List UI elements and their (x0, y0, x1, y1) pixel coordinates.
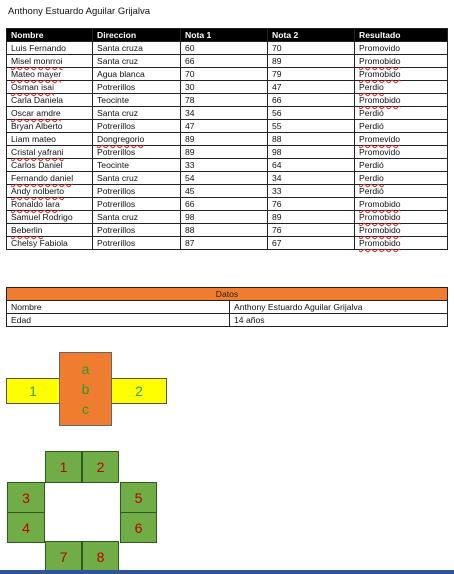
cell-nombre (7, 133, 93, 146)
cell-nombre-text: Mateo mayer (11, 69, 62, 79)
cell-direccion (93, 81, 181, 94)
table-row (7, 133, 448, 146)
datos-nombre-value: Anthony Estuardo Aguilar Grijalva (230, 301, 448, 314)
ring-number-2: 2 (96, 459, 105, 475)
cell-nota1-text: 66 (185, 56, 195, 66)
cell-direccion (93, 107, 181, 120)
cell-nombre (7, 172, 93, 185)
datos-row-nombre (7, 301, 448, 314)
cell-direccion (93, 120, 181, 133)
cell-nota2-text: 67 (272, 238, 282, 248)
table-row (7, 211, 448, 224)
cell-nota1-text: 89 (185, 147, 195, 157)
cell-resultado (355, 120, 448, 133)
cell-nota2-text: 76 (272, 225, 282, 235)
cell-nombre (7, 120, 93, 133)
cell-nota2-text: 34 (272, 173, 282, 183)
cell-nombre-text: Fernando daniel (11, 173, 74, 183)
cell-resultado (355, 198, 448, 211)
cell-nota1 (181, 211, 268, 224)
cell-nota1 (181, 172, 268, 185)
cell-resultado (355, 172, 448, 185)
datos-header: Datos (7, 288, 448, 301)
cell-nota1 (181, 94, 268, 107)
cell-nombre (7, 159, 93, 172)
cell-nota2-text: 47 (272, 82, 282, 92)
cell-direccion-text: Potrerillos (97, 238, 136, 248)
cell-direccion-text: Potrerillos (97, 147, 136, 157)
ring-box-8 (82, 541, 119, 572)
cell-direccion (93, 55, 181, 68)
document-title: Anthony Estuardo Aguilar Grijalva (8, 6, 151, 17)
cell-direccion-text: Dongregorio (97, 134, 145, 144)
cell-nota1-text: 98 (185, 212, 195, 222)
cell-direccion (93, 68, 181, 81)
cell-nota1-text: 78 (185, 95, 195, 105)
cell-nota2 (268, 120, 355, 133)
cell-resultado-text: Promobido (359, 238, 401, 248)
table-row (7, 68, 448, 81)
cell-nota2 (268, 237, 355, 250)
cross-right-box (111, 378, 167, 404)
cell-resultado-text: Perdió (359, 160, 384, 170)
cell-direccion-text: Potrerillos (97, 225, 136, 235)
cell-nota2 (268, 133, 355, 146)
header-nombre: Nombre (7, 29, 93, 42)
cell-resultado-text: Perdio (359, 173, 384, 183)
cell-nombre-text: Misel monrroi (11, 56, 63, 66)
cell-nota2 (268, 68, 355, 81)
table-row (7, 146, 448, 159)
cell-nota1-text: 33 (185, 160, 195, 170)
cell-nota1 (181, 81, 268, 94)
cell-nota1 (181, 185, 268, 198)
cell-resultado (355, 107, 448, 120)
cell-resultado (355, 81, 448, 94)
cell-resultado-text: Promobido (359, 225, 401, 235)
cell-nombre-text: Andy nolberto (11, 186, 65, 196)
ring-number-8: 8 (96, 548, 105, 565)
cell-nombre-text: Cristal yafrani (11, 147, 64, 157)
cell-nota2 (268, 172, 355, 185)
cell-nota2-text: 79 (272, 69, 282, 79)
cell-resultado (355, 237, 448, 250)
ring-box-4 (7, 512, 45, 543)
ring-number-4: 4 (22, 519, 30, 536)
ring-box-7 (45, 541, 82, 572)
table-row (7, 185, 448, 198)
cell-direccion (93, 159, 181, 172)
cell-nota2-text: 64 (272, 160, 282, 170)
cell-resultado (355, 224, 448, 237)
cross-letter-a: a (81, 361, 90, 377)
table-row (7, 120, 448, 133)
cell-resultado-text: Perdio (359, 82, 384, 92)
cell-nota1 (181, 107, 268, 120)
cell-nombre-text: Samuel Rodrigo (11, 212, 73, 222)
ring-number-5: 5 (134, 489, 143, 506)
ring-box-5 (120, 482, 157, 513)
cell-resultado (355, 55, 448, 68)
cell-direccion (93, 133, 181, 146)
cell-resultado-text: Promovido (359, 147, 401, 157)
cell-nota1-text: 45 (185, 186, 195, 196)
cell-nombre-text: Carlos Daniel (11, 160, 63, 170)
cell-resultado-text: Promobido (359, 69, 401, 79)
cell-direccion (93, 237, 181, 250)
cross-left-number: 1 (29, 383, 37, 399)
cell-nombre-text: Carla Daniela (11, 95, 64, 105)
cell-nota1-text: 60 (185, 43, 195, 53)
grades-body (7, 42, 448, 250)
cell-nota2 (268, 55, 355, 68)
table-row (7, 237, 448, 250)
cell-nombre (7, 211, 93, 224)
cell-nombre-text: Beberlin (11, 225, 43, 235)
cell-nota2 (268, 94, 355, 107)
grades-table (6, 28, 448, 250)
cell-nota2 (268, 224, 355, 237)
cell-nota1 (181, 120, 268, 133)
cell-nota1-text: 70 (185, 69, 195, 79)
cell-resultado-text: Promobido (359, 95, 401, 105)
table-row (7, 198, 448, 211)
cell-nota1 (181, 159, 268, 172)
cell-nombre (7, 94, 93, 107)
cell-nombre-text: Chelsy Fabiola (11, 238, 68, 248)
ring-box-3 (7, 482, 45, 513)
cell-nota2-text: 98 (272, 147, 282, 157)
cell-nota2-text: 55 (272, 121, 282, 131)
table-row (7, 224, 448, 237)
cross-left-box (6, 378, 60, 404)
cell-resultado-text: Perdió (359, 186, 384, 196)
cell-nota2 (268, 146, 355, 159)
table-row (7, 172, 448, 185)
datos-edad-label: Edad (7, 314, 230, 327)
cross-center-box (59, 352, 112, 426)
cell-nota1-text: 89 (185, 134, 195, 144)
grades-header-row (7, 29, 448, 42)
cell-nombre-text: Oscar amdre (11, 108, 61, 118)
cell-nota2-text: 89 (272, 212, 282, 222)
datos-edad-value: 14 años (230, 314, 448, 327)
cell-resultado (355, 185, 448, 198)
cell-direccion-text: Santa cruz (97, 56, 139, 66)
cell-nota2-text: 56 (272, 108, 282, 118)
cell-nombre (7, 55, 93, 68)
table-row (7, 159, 448, 172)
cell-direccion-text: Potrerillos (97, 199, 136, 209)
cell-nombre (7, 81, 93, 94)
cell-direccion-text: Agua blanca (97, 69, 145, 79)
table-row (7, 94, 448, 107)
ring-box-6 (120, 512, 157, 543)
cell-nota1-text: 30 (185, 82, 195, 92)
table-row (7, 55, 448, 68)
cell-nombre-text: Osman isai (11, 82, 54, 92)
cell-nota2-text: 89 (272, 56, 282, 66)
ring-box-1 (45, 451, 82, 483)
cell-nombre-text: Liam mateo (11, 134, 56, 144)
cell-direccion-text: Teocinte (97, 95, 130, 105)
cross-letter-c: c (82, 401, 89, 417)
cell-resultado-text: Promobido (359, 199, 401, 209)
cell-nota2 (268, 198, 355, 211)
cell-nombre (7, 237, 93, 250)
cell-nota2-text: 88 (272, 134, 282, 144)
datos-row-edad (7, 314, 448, 327)
cell-direccion-text: Potrerillos (97, 82, 136, 92)
window-bottom-bar (0, 570, 454, 574)
cross-right-number: 2 (135, 383, 143, 399)
ring-number-7: 7 (59, 548, 68, 565)
cell-direccion-text: Potrerillos (97, 121, 136, 131)
cell-nombre (7, 185, 93, 198)
ring-box-2 (82, 451, 119, 483)
cell-resultado (355, 159, 448, 172)
cell-nota2-text: 76 (272, 199, 282, 209)
cell-direccion-text: Santa cruz (97, 212, 139, 222)
header-nota1: Nota 1 (181, 29, 268, 42)
datos-nombre-label: Nombre (7, 301, 230, 314)
cell-nota1 (181, 146, 268, 159)
cell-resultado-text: Perdió (359, 108, 384, 118)
cell-direccion-text: Santa cruz (97, 173, 139, 183)
cell-nota2 (268, 185, 355, 198)
cell-nota1 (181, 237, 268, 250)
cell-resultado-text: Promobido (359, 212, 401, 222)
cell-nota1-text: 66 (185, 199, 195, 209)
cell-resultado (355, 133, 448, 146)
cell-direccion (93, 94, 181, 107)
cell-nota1-text: 87 (185, 238, 195, 248)
cell-nota1-text: 47 (185, 121, 195, 131)
cell-resultado (355, 146, 448, 159)
cell-resultado-text: Promevido (359, 134, 401, 144)
header-direccion: Direccion (93, 29, 181, 42)
cell-nombre (7, 224, 93, 237)
cell-direccion (93, 172, 181, 185)
header-resultado: Resultado (355, 29, 448, 42)
cell-nota2-text: 33 (272, 186, 282, 196)
cell-nota2 (268, 107, 355, 120)
cell-resultado-text: Promovido (359, 43, 401, 53)
ring-number-6: 6 (134, 519, 143, 536)
cell-direccion (93, 146, 181, 159)
cell-nota1 (181, 68, 268, 81)
cross-letter-b: b (81, 381, 90, 397)
cell-direccion (93, 224, 181, 237)
ring-number-1: 1 (59, 459, 68, 475)
cell-resultado-text: Promobido (359, 56, 401, 66)
table-row (7, 107, 448, 120)
cell-direccion (93, 198, 181, 211)
cell-direccion (93, 185, 181, 198)
cell-nombre (7, 198, 93, 211)
table-row (7, 42, 448, 55)
cell-nombre-text: Ronaldo lara (11, 199, 60, 209)
cell-direccion-text: Santa cruz (97, 108, 139, 118)
cell-nota2 (268, 211, 355, 224)
cell-direccion (93, 42, 181, 55)
cell-nota2-text: 66 (272, 95, 282, 105)
cell-nota2-text: 70 (272, 43, 282, 53)
cell-direccion (93, 211, 181, 224)
cell-nota1 (181, 55, 268, 68)
ring-number-3: 3 (22, 489, 30, 506)
cell-resultado (355, 94, 448, 107)
header-nota2: Nota 2 (268, 29, 355, 42)
table-row (7, 81, 448, 94)
cell-nota2 (268, 81, 355, 94)
cell-nota1 (181, 198, 268, 211)
cell-nombre (7, 146, 93, 159)
cell-direccion-text: Santa cruza (97, 43, 143, 53)
cell-nombre-text: Luis Fernando (11, 43, 66, 53)
cell-resultado (355, 211, 448, 224)
cell-resultado (355, 68, 448, 81)
datos-header-row (7, 288, 448, 301)
cell-nota1-text: 54 (185, 173, 195, 183)
cell-resultado-text: Perdió (359, 121, 384, 131)
cell-resultado (355, 42, 448, 55)
cell-nota2 (268, 159, 355, 172)
datos-table (6, 287, 448, 327)
cell-nota1 (181, 42, 268, 55)
cell-nota1-text: 34 (185, 108, 195, 118)
cell-nombre (7, 68, 93, 81)
cell-nota2 (268, 42, 355, 55)
cell-nota1-text: 88 (185, 225, 195, 235)
cell-nombre (7, 107, 93, 120)
cell-nombre (7, 42, 93, 55)
cell-nombre-text: Bryan Alberto (11, 121, 63, 131)
cell-nota1 (181, 133, 268, 146)
cell-direccion-text: Potrerillos (97, 186, 136, 196)
cell-direccion-text: Teocinte (97, 160, 130, 170)
cell-nota1 (181, 224, 268, 237)
